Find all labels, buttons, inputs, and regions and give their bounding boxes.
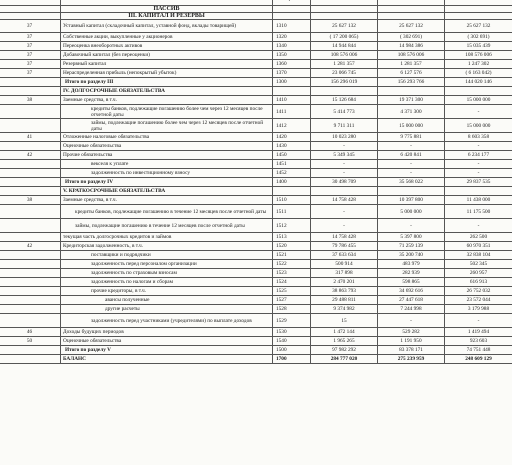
row-label: текущая часть долгосрочных кредитов и займов <box>61 233 273 242</box>
note-cell: 37 <box>0 42 61 51</box>
value-cell-2: 156 293 766 <box>378 78 445 87</box>
value-cell-3: 8 603 358 <box>445 133 512 142</box>
table-row <box>0 119 512 133</box>
row-label: кредиты банков, подлежащие погашению в течение 12 месяцев после отчетной даты <box>61 205 273 219</box>
row-label: авансы полученные <box>61 296 273 305</box>
note-cell <box>0 278 61 287</box>
value-cell-2: - <box>378 169 445 178</box>
value-cell-2: 15 000 000 <box>378 119 445 133</box>
value-cell-2: - <box>378 219 445 233</box>
value-cell-1: 14 944 844 <box>311 42 378 51</box>
value-cell-2: 5 397 800 <box>378 233 445 242</box>
table-row <box>0 196 512 205</box>
table-row <box>0 219 512 233</box>
note-cell <box>0 187 61 196</box>
table-row <box>0 33 512 42</box>
table-row <box>0 160 512 169</box>
value-cell-1: ( 17 200 065) <box>311 33 378 42</box>
value-cell-2: - <box>378 314 445 328</box>
note-cell <box>0 346 61 355</box>
value-cell-1: - <box>311 205 378 219</box>
line-code: 1520 <box>273 242 311 251</box>
note-cell <box>0 219 61 233</box>
row-label: кредиты банков, подлежащие погашению более чем через 12 месяцев после отчетной даты <box>61 105 273 119</box>
row-label: Добавочный капитал (без переоценки) <box>61 51 273 60</box>
value-cell-1: 29 488 811 <box>311 296 378 305</box>
line-code <box>273 87 311 96</box>
row-label: Прочие обязательства <box>61 151 273 160</box>
line-code: 1320 <box>273 33 311 42</box>
value-cell-3: 11 438 000 <box>445 196 512 205</box>
value-cell-3: - <box>445 142 512 151</box>
value-cell-3 <box>445 187 512 196</box>
line-code: 1527 <box>273 296 311 305</box>
value-cell-3: 260 957 <box>445 269 512 278</box>
table-row <box>0 42 512 51</box>
table-row <box>0 233 512 242</box>
table-row <box>0 260 512 269</box>
value-cell-3: 15 035 439 <box>445 42 512 51</box>
note-cell <box>0 314 61 328</box>
value-cell-1: 15 126 684 <box>311 96 378 105</box>
note-cell <box>0 169 61 178</box>
value-cell-1: - <box>311 160 378 169</box>
table-row <box>0 105 512 119</box>
table-row <box>0 337 512 346</box>
value-cell-1: - <box>311 169 378 178</box>
note-cell: 46 <box>0 328 61 337</box>
row-label: БАЛАНС <box>61 355 273 364</box>
passiv-title: ПАССИВ <box>61 6 273 13</box>
line-code: 1524 <box>273 278 311 287</box>
note-cell <box>0 160 61 169</box>
line-code: 1310 <box>273 20 311 33</box>
note-cell <box>0 119 61 133</box>
table-row <box>0 69 512 78</box>
value-cell-2: 1 281 357 <box>378 60 445 69</box>
row-label: Отложенные налоговые обязательства <box>61 133 273 142</box>
line-code: 1450 <box>273 151 311 160</box>
value-cell-2: ( 302 691) <box>378 33 445 42</box>
note-cell: 50 <box>0 337 61 346</box>
value-cell-2: 275 239 959 <box>378 355 445 364</box>
line-code: 1452 <box>273 169 311 178</box>
value-cell-2: 7 244 998 <box>378 305 445 314</box>
value-cell-1: - <box>311 142 378 151</box>
value-cell-3 <box>445 87 512 96</box>
value-cell-2: 483 979 <box>378 260 445 269</box>
note-cell <box>0 87 61 96</box>
table-row <box>0 133 512 142</box>
value-cell-2: 6 420 841 <box>378 151 445 160</box>
value-cell-3: 25 627 132 <box>445 20 512 33</box>
value-cell-3: 60 970 351 <box>445 242 512 251</box>
table-row <box>0 78 512 87</box>
note-cell <box>0 296 61 305</box>
value-cell-1: 37 633 634 <box>311 251 378 260</box>
line-code: 1360 <box>273 60 311 69</box>
value-cell-2 <box>378 187 445 196</box>
section3-title-row <box>0 13 512 20</box>
line-code: 1521 <box>273 251 311 260</box>
value-cell-2: 83 378 171 <box>378 346 445 355</box>
row-label: задолженность по налогам и сборам <box>61 278 273 287</box>
value-cell-1: 14 758 428 <box>311 233 378 242</box>
line-code: 1525 <box>273 287 311 296</box>
note-cell: 37 <box>0 20 61 33</box>
value-cell-2: 598 865 <box>378 278 445 287</box>
value-cell-3: 616 913 <box>445 278 512 287</box>
row-label: векселя к уплате <box>61 160 273 169</box>
value-cell-3: 3 179 988 <box>445 305 512 314</box>
value-cell-3: 26 752 032 <box>445 287 512 296</box>
note-cell: 38 <box>0 96 61 105</box>
line-code: 1500 <box>273 346 311 355</box>
value-cell-2: 35 200 740 <box>378 251 445 260</box>
value-cell-2: 19 371 300 <box>378 96 445 105</box>
line-code: 1522 <box>273 260 311 269</box>
note-cell <box>0 287 61 296</box>
table-row <box>0 60 512 69</box>
value-cell-1: 1 472 144 <box>311 328 378 337</box>
line-code: 1700 <box>273 355 311 364</box>
note-cell <box>0 260 61 269</box>
value-cell-3: 262 500 <box>445 233 512 242</box>
value-cell-1: 23 066 745 <box>311 69 378 78</box>
row-label: Заемные средства, в т.ч. <box>61 96 273 105</box>
line-code <box>273 187 311 196</box>
row-label: поставщики и подрядчики <box>61 251 273 260</box>
value-cell-2: 5 000 000 <box>378 205 445 219</box>
value-cell-3: - <box>445 105 512 119</box>
table-row <box>0 169 512 178</box>
row-label: Оценочные обязательства <box>61 142 273 151</box>
line-code: 1451 <box>273 160 311 169</box>
row-label: Итого по разделу V <box>61 346 273 355</box>
value-cell-2: 34 692 616 <box>378 287 445 296</box>
table-row <box>0 269 512 278</box>
line-code: 1510 <box>273 196 311 205</box>
value-cell-1: 5 414 773 <box>311 105 378 119</box>
value-cell-1: 156 296 019 <box>311 78 378 87</box>
value-cell-3: 248 609 129 <box>445 355 512 364</box>
note-cell: 38 <box>0 196 61 205</box>
value-cell-3: 29 837 535 <box>445 178 512 187</box>
row-label: прочие кредиторы, в т.ч. <box>61 287 273 296</box>
line-code: 1412 <box>273 119 311 133</box>
value-cell-2 <box>378 87 445 96</box>
value-cell-1: 1 965 265 <box>311 337 378 346</box>
value-cell-1: 97 982 292 <box>311 346 378 355</box>
row-label: IV. ДОЛГОСРОЧНЫЕ ОБЯЗАТЕЛЬСТВА <box>61 87 273 96</box>
table-row <box>0 151 512 160</box>
value-cell-2: 35 568 022 <box>378 178 445 187</box>
value-cell-2: 6 127 576 <box>378 69 445 78</box>
value-cell-3: - <box>445 160 512 169</box>
note-cell <box>0 205 61 219</box>
row-label: Резервный капитал <box>61 60 273 69</box>
value-cell-1: 14 758 428 <box>311 196 378 205</box>
value-cell-3: ( 6 163 042) <box>445 69 512 78</box>
line-code: 1512 <box>273 219 311 233</box>
value-cell-3: - <box>445 314 512 328</box>
value-cell-2: 282 939 <box>378 269 445 278</box>
value-cell-1: 9 374 982 <box>311 305 378 314</box>
table-row <box>0 205 512 219</box>
value-cell-1: 79 786 455 <box>311 242 378 251</box>
value-cell-1: 2 470 201 <box>311 278 378 287</box>
value-cell-3: 1 419 494 <box>445 328 512 337</box>
value-cell-1: 15 <box>311 314 378 328</box>
value-cell-3: 108 576 006 <box>445 51 512 60</box>
value-cell-3: 502 345 <box>445 260 512 269</box>
value-cell-1: 25 627 132 <box>311 20 378 33</box>
table-row <box>0 187 512 196</box>
row-label: Нераспределенная прибыль (непокрытый убыток) <box>61 69 273 78</box>
row-label: V. КРАТКОСРОЧНЫЕ ОБЯЗАТЕЛЬСТВА <box>61 187 273 196</box>
table-row <box>0 178 512 187</box>
line-code: 1528 <box>273 305 311 314</box>
line-code: 1420 <box>273 133 311 142</box>
section3-title: III. КАПИТАЛ И РЕЗЕРВЫ <box>61 13 273 20</box>
value-cell-2: 4 371 300 <box>378 105 445 119</box>
note-cell <box>0 355 61 364</box>
value-cell-1: - <box>311 219 378 233</box>
note-cell: 37 <box>0 60 61 69</box>
note-cell <box>0 233 61 242</box>
row-label: Итого по разделу III <box>61 78 273 87</box>
value-cell-3: 1 247 302 <box>445 60 512 69</box>
table-row <box>0 287 512 296</box>
note-cell: 41 <box>0 133 61 142</box>
table-row <box>0 51 512 60</box>
value-cell-3: 923 603 <box>445 337 512 346</box>
value-cell-3: - <box>445 219 512 233</box>
note-cell: 42 <box>0 242 61 251</box>
value-cell-1: 317 898 <box>311 269 378 278</box>
line-code: 1529 <box>273 314 311 328</box>
row-label: задолженность перед персоналом организации <box>61 260 273 269</box>
passiv-title-row <box>0 6 512 13</box>
table-row <box>0 305 512 314</box>
row-label: Итого по разделу IV <box>61 178 273 187</box>
row-label: займы, подлежащие погашению в течение 12 месяцев после отчетной даты <box>61 219 273 233</box>
value-cell-1 <box>311 87 378 96</box>
value-cell-2: 14 984 386 <box>378 42 445 51</box>
table-row <box>0 278 512 287</box>
value-cell-3: - <box>445 169 512 178</box>
row-label: Оценочные обязательства <box>61 337 273 346</box>
value-cell-2: - <box>378 142 445 151</box>
value-cell-3: 15 000 000 <box>445 96 512 105</box>
line-code: 1411 <box>273 105 311 119</box>
line-code: 1511 <box>273 205 311 219</box>
note-cell <box>0 105 61 119</box>
value-cell-2: 25 627 132 <box>378 20 445 33</box>
note-cell <box>0 251 61 260</box>
value-cell-1: 5 349 345 <box>311 151 378 160</box>
value-cell-3: 23 572 044 <box>445 296 512 305</box>
value-cell-1: 10 023 280 <box>311 133 378 142</box>
value-cell-3: ( 302 691) <box>445 33 512 42</box>
line-code: 1540 <box>273 337 311 346</box>
note-cell <box>0 142 61 151</box>
line-code: 1370 <box>273 69 311 78</box>
row-label: Заемные средства, в т.ч. <box>61 196 273 205</box>
value-cell-2: 529 282 <box>378 328 445 337</box>
table-row <box>0 346 512 355</box>
note-cell: 37 <box>0 33 61 42</box>
value-cell-2: 27 447 618 <box>378 296 445 305</box>
table-row <box>0 142 512 151</box>
value-cell-1: 9 711 311 <box>311 119 378 133</box>
line-code: 1300 <box>273 78 311 87</box>
note-cell: 42 <box>0 151 61 160</box>
line-code: 1513 <box>273 233 311 242</box>
table-row <box>0 251 512 260</box>
value-cell-3: 144 020 146 <box>445 78 512 87</box>
row-label: задолженность по инвестиционному взносу <box>61 169 273 178</box>
value-cell-1: 30 498 709 <box>311 178 378 187</box>
value-cell-2: - <box>378 160 445 169</box>
value-cell-2: 9 775 881 <box>378 133 445 142</box>
row-label: Собственные акции, выкупленные у акционеров <box>61 33 273 42</box>
row-label: задолженность по страховым взносам <box>61 269 273 278</box>
note-cell <box>0 78 61 87</box>
row-label: Переоценка внеоборотных активов <box>61 42 273 51</box>
value-cell-1 <box>311 187 378 196</box>
value-cell-2: 1 191 950 <box>378 337 445 346</box>
value-cell-1: 108 576 006 <box>311 51 378 60</box>
row-label: другие расчеты <box>61 305 273 314</box>
table-row <box>0 96 512 105</box>
value-cell-1: 38 863 793 <box>311 287 378 296</box>
value-cell-3: 32 838 104 <box>445 251 512 260</box>
note-cell: 37 <box>0 69 61 78</box>
row-label: займы, подлежащие погашению более чем через 12 месяцев после отчетной даты <box>61 119 273 133</box>
line-code: 1410 <box>273 96 311 105</box>
value-cell-3: 15 000 000 <box>445 119 512 133</box>
table-row <box>0 314 512 328</box>
value-cell-1: 284 777 020 <box>311 355 378 364</box>
line-code: 1400 <box>273 178 311 187</box>
note-cell: 37 <box>0 51 61 60</box>
table-row <box>0 355 512 364</box>
table-row <box>0 328 512 337</box>
line-code: 1340 <box>273 42 311 51</box>
note-cell <box>0 305 61 314</box>
value-cell-2: 71 259 139 <box>378 242 445 251</box>
table-row <box>0 87 512 96</box>
note-cell <box>0 269 61 278</box>
row-label: Доходы будущих периодов <box>61 328 273 337</box>
note-cell <box>0 178 61 187</box>
value-cell-2: 108 576 006 <box>378 51 445 60</box>
row-label: Уставный капитал (складочный капитал, уставной фонд, вклады товарищей) <box>61 20 273 33</box>
table-row <box>0 20 512 33</box>
value-cell-1: 1 281 357 <box>311 60 378 69</box>
line-code: 1530 <box>273 328 311 337</box>
value-cell-3: 11 175 500 <box>445 205 512 219</box>
row-label: задолженность перед участниками (учредителями) по выплате доходов <box>61 314 273 328</box>
value-cell-1: 500 914 <box>311 260 378 269</box>
table-row <box>0 296 512 305</box>
value-cell-3: 6 234 177 <box>445 151 512 160</box>
line-code: 1350 <box>273 51 311 60</box>
value-cell-2: 10 397 800 <box>378 196 445 205</box>
line-code: 1523 <box>273 269 311 278</box>
row-label: Кредиторская задолженность, в т.ч. <box>61 242 273 251</box>
table-row <box>0 242 512 251</box>
value-cell-3: 74 751 448 <box>445 346 512 355</box>
line-code: 1430 <box>273 142 311 151</box>
